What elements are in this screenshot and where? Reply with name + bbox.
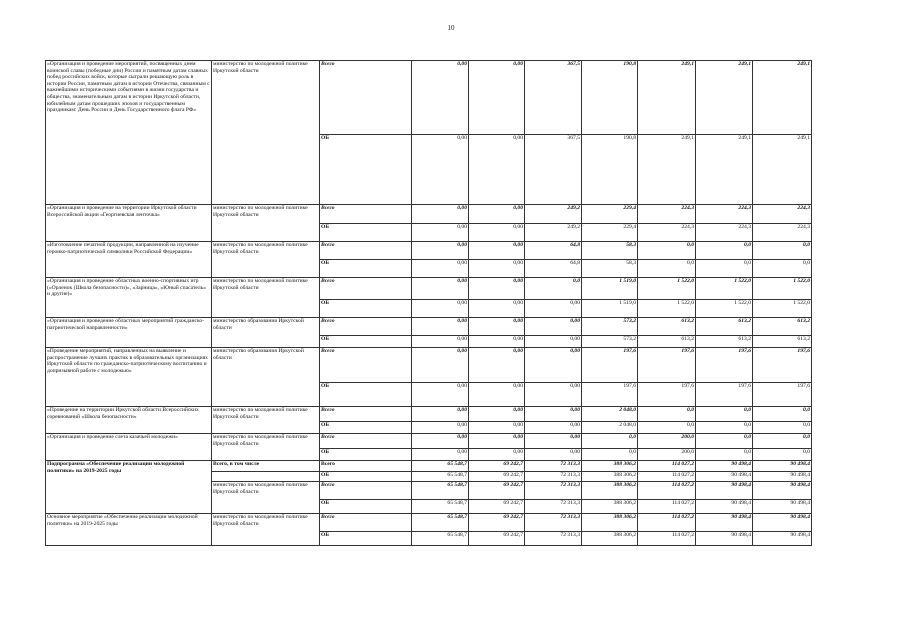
amount-cell: 0,0	[696, 260, 753, 278]
source-label-total: Всего	[320, 205, 412, 224]
amount-cell: 0,0	[525, 278, 582, 300]
amount-cell: 0,00	[469, 336, 525, 348]
amount-cell: 0,00	[412, 260, 469, 278]
event-name: Основное мероприятие «Обеспечение реализации молодежной политики» на 2019-2025 годы	[46, 514, 212, 546]
amount-cell: 65 548,7	[412, 532, 469, 546]
amount-cell: 90 498,4	[753, 514, 812, 532]
amount-cell: 0,00	[469, 135, 525, 205]
amount-cell: 114 027,2	[638, 500, 696, 514]
amount-cell: 72 313,3	[525, 461, 582, 472]
amount-cell: 0,0	[696, 407, 753, 422]
amount-cell: 0,00	[412, 336, 469, 348]
amount-cell: 0,00	[412, 242, 469, 260]
executor-name: министерство образования Иркутской области	[212, 348, 320, 407]
amount-cell: 90 498,4	[753, 532, 812, 546]
amount-cell: 65 548,7	[412, 472, 469, 482]
amount-cell: 0,00	[469, 300, 525, 318]
amount-cell: 58,3	[582, 260, 638, 278]
amount-cell: 0,00	[525, 300, 582, 318]
amount-cell: 249,2	[525, 205, 582, 224]
table-row	[46, 318, 812, 336]
source-label-total: Всего	[320, 242, 412, 260]
amount-cell: 90 498,4	[696, 500, 753, 514]
amount-cell: 229,4	[582, 205, 638, 224]
amount-cell: 0,0	[638, 422, 696, 434]
page-number: 10	[447, 24, 455, 32]
amount-cell: 69 242,7	[469, 500, 525, 514]
amount-cell: 90 498,4	[696, 461, 753, 472]
event-name: «Организация и проведение областных военно-спортивных игр («Орленок (Школа безопасности)», «Зарница», «Юный спасатель» и другие)»	[46, 278, 212, 318]
amount-cell: 388 306,2	[582, 514, 638, 532]
amount-cell: 224,3	[753, 205, 812, 224]
amount-cell: 197,6	[638, 348, 696, 383]
amount-cell: 613,2	[638, 336, 696, 348]
amount-cell: 190,8	[582, 61, 638, 135]
subprogram-total-label: Всего, в том числе	[212, 461, 320, 472]
event-name: «Проведение мероприятий, направленных на выявление и распространение лучших практик в образовательных организациях Иркутской области по гражданско-патриотическому воспитанию и допризывной работе с молодежью»	[46, 348, 212, 407]
amount-cell: 0,00	[469, 260, 525, 278]
amount-cell: 0,00	[469, 278, 525, 300]
table-row	[46, 242, 812, 260]
amount-cell: 197,6	[638, 383, 696, 407]
financing-table	[45, 60, 812, 546]
amount-cell: 573,2	[582, 318, 638, 336]
amount-cell: 0,00	[412, 318, 469, 336]
amount-cell: 0,0	[638, 242, 696, 260]
amount-cell: 367,5	[525, 135, 582, 205]
amount-cell: 0,00	[525, 422, 582, 434]
source-label-ob: ОБ	[320, 472, 412, 482]
amount-cell: 90 498,4	[696, 472, 753, 482]
executor-name: министерство по молодежной политике Иркутской области	[212, 482, 320, 514]
source-label-total: Всего	[320, 461, 412, 472]
amount-cell: 367,5	[525, 61, 582, 135]
amount-cell: 224,3	[696, 205, 753, 224]
source-label-ob: ОБ	[320, 449, 412, 461]
amount-cell: 0,00	[469, 422, 525, 434]
amount-cell: 0,00	[469, 224, 525, 242]
amount-cell: 2 048,0	[582, 422, 638, 434]
amount-cell: 65 548,7	[412, 482, 469, 500]
amount-cell: 0,0	[696, 434, 753, 449]
executor-name: министерство образования Иркутской области	[212, 318, 320, 348]
amount-cell: 0,00	[469, 318, 525, 336]
source-label-ob: ОБ	[320, 135, 412, 205]
amount-cell: 58,3	[582, 242, 638, 260]
source-label-ob: ОБ	[320, 532, 412, 546]
amount-cell: 0,00	[412, 300, 469, 318]
amount-cell: 197,6	[696, 383, 753, 407]
amount-cell: 2 048,0	[582, 407, 638, 422]
amount-cell: 197,6	[753, 383, 812, 407]
amount-cell: 0,00	[525, 318, 582, 336]
amount-cell: 0,00	[412, 61, 469, 135]
amount-cell: 90 498,4	[696, 532, 753, 546]
amount-cell: 1 522,0	[696, 278, 753, 300]
amount-cell: 1 522,0	[753, 278, 812, 300]
amount-cell: 613,2	[638, 318, 696, 336]
amount-cell: 613,2	[696, 318, 753, 336]
amount-cell: 0,0	[753, 449, 812, 461]
amount-cell: 65 548,7	[412, 514, 469, 532]
executor-name: министерство по молодежной политике Иркутской области	[212, 434, 320, 461]
amount-cell: 0,00	[412, 205, 469, 224]
executor-name: министерство по молодежной политике Иркутской области	[212, 514, 320, 546]
executor-name: министерство по молодежной политике Иркутской области	[212, 61, 320, 205]
amount-cell: 388 306,2	[582, 500, 638, 514]
amount-cell: 0,00	[525, 336, 582, 348]
amount-cell: 224,3	[638, 224, 696, 242]
source-label-total: Всего	[320, 434, 412, 449]
amount-cell: 72 313,3	[525, 500, 582, 514]
amount-cell: 114 027,2	[638, 532, 696, 546]
amount-cell: 69 242,7	[469, 482, 525, 500]
amount-cell: 249,2	[525, 224, 582, 242]
event-name: «Проведение на территории Иркутской области Всероссийских соревнований «Школа безопасности»	[46, 407, 212, 434]
source-label-total: Всего	[320, 482, 412, 500]
amount-cell: 249,1	[638, 61, 696, 135]
amount-cell: 0,00	[469, 205, 525, 224]
table-row	[46, 278, 812, 300]
amount-cell: 114 027,2	[638, 514, 696, 532]
table-body	[46, 61, 812, 546]
amount-cell: 0,00	[525, 407, 582, 422]
amount-cell: 0,0	[753, 242, 812, 260]
amount-cell: 65 548,7	[412, 461, 469, 472]
amount-cell: 0,00	[412, 407, 469, 422]
executor-name: министерство по молодежной политике Иркутской области	[212, 205, 320, 242]
amount-cell: 0,00	[469, 383, 525, 407]
amount-cell: 0,00	[469, 242, 525, 260]
amount-cell: 90 498,4	[753, 472, 812, 482]
amount-cell: 0,00	[469, 434, 525, 449]
amount-cell: 0,00	[412, 434, 469, 449]
amount-cell: 72 313,3	[525, 514, 582, 532]
source-label-ob: ОБ	[320, 224, 412, 242]
source-label-ob: ОБ	[320, 500, 412, 514]
amount-cell: 224,3	[753, 224, 812, 242]
amount-cell: 0,00	[525, 449, 582, 461]
amount-cell: 0,00	[469, 61, 525, 135]
amount-cell: 69 242,7	[469, 532, 525, 546]
amount-cell: 0,0	[753, 407, 812, 422]
amount-cell: 0,00	[469, 348, 525, 383]
amount-cell: 0,00	[469, 407, 525, 422]
amount-cell: 249,1	[753, 61, 812, 135]
executor-name: министерство по молодежной политике Иркутской области	[212, 242, 320, 278]
amount-cell: 224,3	[638, 205, 696, 224]
amount-cell: 249,1	[753, 135, 812, 205]
source-label-ob: ОБ	[320, 300, 412, 318]
table-row	[46, 434, 812, 449]
table-row	[46, 61, 812, 135]
amount-cell: 0,0	[582, 449, 638, 461]
table-row	[46, 205, 812, 224]
amount-cell: 69 242,7	[469, 472, 525, 482]
amount-cell: 0,00	[469, 449, 525, 461]
amount-cell: 72 313,3	[525, 472, 582, 482]
amount-cell: 0,00	[525, 383, 582, 407]
amount-cell: 573,2	[582, 336, 638, 348]
source-label-ob: ОБ	[320, 383, 412, 407]
empty-cell	[212, 472, 320, 482]
subprogram-name: Подпрограмма «Обеспечение реализации молодежной политики» на 2019-2025 годы	[46, 461, 212, 514]
amount-cell: 1 522,0	[696, 300, 753, 318]
amount-cell: 388 306,2	[582, 461, 638, 472]
amount-cell: 0,00	[412, 383, 469, 407]
amount-cell: 0,00	[412, 278, 469, 300]
amount-cell: 0,00	[412, 135, 469, 205]
amount-cell: 0,00	[412, 449, 469, 461]
table-row	[46, 514, 812, 532]
table-row	[46, 407, 812, 422]
amount-cell: 90 498,4	[696, 514, 753, 532]
amount-cell: 0,0	[753, 434, 812, 449]
amount-cell: 197,6	[753, 348, 812, 383]
source-label-total: Всего	[320, 318, 412, 336]
amount-cell: 90 498,4	[753, 482, 812, 500]
amount-cell: 197,6	[696, 348, 753, 383]
amount-cell: 1 522,0	[638, 278, 696, 300]
amount-cell: 0,0	[638, 407, 696, 422]
amount-cell: 0,0	[638, 260, 696, 278]
amount-cell: 64,8	[525, 242, 582, 260]
source-label-total: Всего	[320, 61, 412, 135]
amount-cell: 64,8	[525, 260, 582, 278]
amount-cell: 90 498,4	[753, 461, 812, 472]
amount-cell: 229,4	[582, 224, 638, 242]
amount-cell: 0,00	[525, 434, 582, 449]
amount-cell: 69 242,7	[469, 461, 525, 472]
amount-cell: 388 306,2	[582, 532, 638, 546]
amount-cell: 1 522,0	[753, 300, 812, 318]
amount-cell: 197,6	[582, 383, 638, 407]
amount-cell: 0,0	[696, 422, 753, 434]
amount-cell: 0,0	[753, 260, 812, 278]
amount-cell: 613,2	[753, 318, 812, 336]
amount-cell: 224,3	[696, 224, 753, 242]
amount-cell: 388 306,2	[582, 472, 638, 482]
event-name: «Изготовление печатной продукции, направленной на изучение героико-патриотической символики Российской Федерации»	[46, 242, 212, 278]
event-name: «Организация и проведение мероприятий, посвященных днем воинской славы (победные дни) России и памятным датам славных побед российских войск, которые сыграли решающую роль в истории России, памятным датам в истории Отечества, связанным с важнейшими историческими событиями в жизни государства и общества, знаменательным датам в истории Иркутской области, юбилейным датам прошедших эпохов и государственным праздникам: День России и День Государственного флага РФ»	[46, 61, 212, 205]
amount-cell: 388 306,2	[582, 482, 638, 500]
event-name: «Организация и проведение слета казачьей молодежи»	[46, 434, 212, 461]
amount-cell: 613,2	[753, 336, 812, 348]
amount-cell: 0,0	[753, 422, 812, 434]
amount-cell: 0,0	[582, 434, 638, 449]
source-label-total: Всего	[320, 407, 412, 422]
source-label-ob: ОБ	[320, 260, 412, 278]
amount-cell: 0,00	[412, 224, 469, 242]
amount-cell: 114 027,2	[638, 472, 696, 482]
source-label-total: Всего	[320, 348, 412, 383]
amount-cell: 249,1	[638, 135, 696, 205]
amount-cell: 69 242,7	[469, 514, 525, 532]
amount-cell: 65 548,7	[412, 500, 469, 514]
executor-name: министерство по молодежной политике Иркутской области	[212, 278, 320, 318]
amount-cell: 0,0	[696, 242, 753, 260]
amount-cell: 1 519,0	[582, 300, 638, 318]
amount-cell: 114 027,2	[638, 461, 696, 472]
source-label-total: Всего	[320, 278, 412, 300]
amount-cell: 1 522,0	[638, 300, 696, 318]
event-name: «Организация и проведение на территории Иркутской области Всероссийской акции «Георгиевская ленточка»	[46, 205, 212, 242]
amount-cell: 249,1	[696, 135, 753, 205]
amount-cell: 249,1	[696, 61, 753, 135]
amount-cell: 190,8	[582, 135, 638, 205]
amount-cell: 197,6	[582, 348, 638, 383]
amount-cell: 72 313,3	[525, 482, 582, 500]
source-label-ob: ОБ	[320, 422, 412, 434]
amount-cell: 0,0	[696, 449, 753, 461]
amount-cell: 613,2	[696, 336, 753, 348]
amount-cell: 200,0	[638, 434, 696, 449]
amount-cell: 114 027,2	[638, 482, 696, 500]
amount-cell: 90 498,4	[753, 500, 812, 514]
amount-cell: 200,0	[638, 449, 696, 461]
amount-cell: 0,00	[412, 422, 469, 434]
source-label-ob: ОБ	[320, 336, 412, 348]
executor-name: министерство по молодежной политике Иркутской области	[212, 407, 320, 434]
amount-cell: 1 519,0	[582, 278, 638, 300]
amount-cell: 72 313,3	[525, 532, 582, 546]
amount-cell: 90 498,4	[696, 482, 753, 500]
table-row	[46, 348, 812, 383]
amount-cell: 0,00	[412, 348, 469, 383]
source-label-total: Всего	[320, 514, 412, 532]
amount-cell: 0,00	[525, 348, 582, 383]
table-row	[46, 461, 812, 472]
event-name: «Организация и проведение областных мероприятий гражданско-патриотической направленности»	[46, 318, 212, 348]
